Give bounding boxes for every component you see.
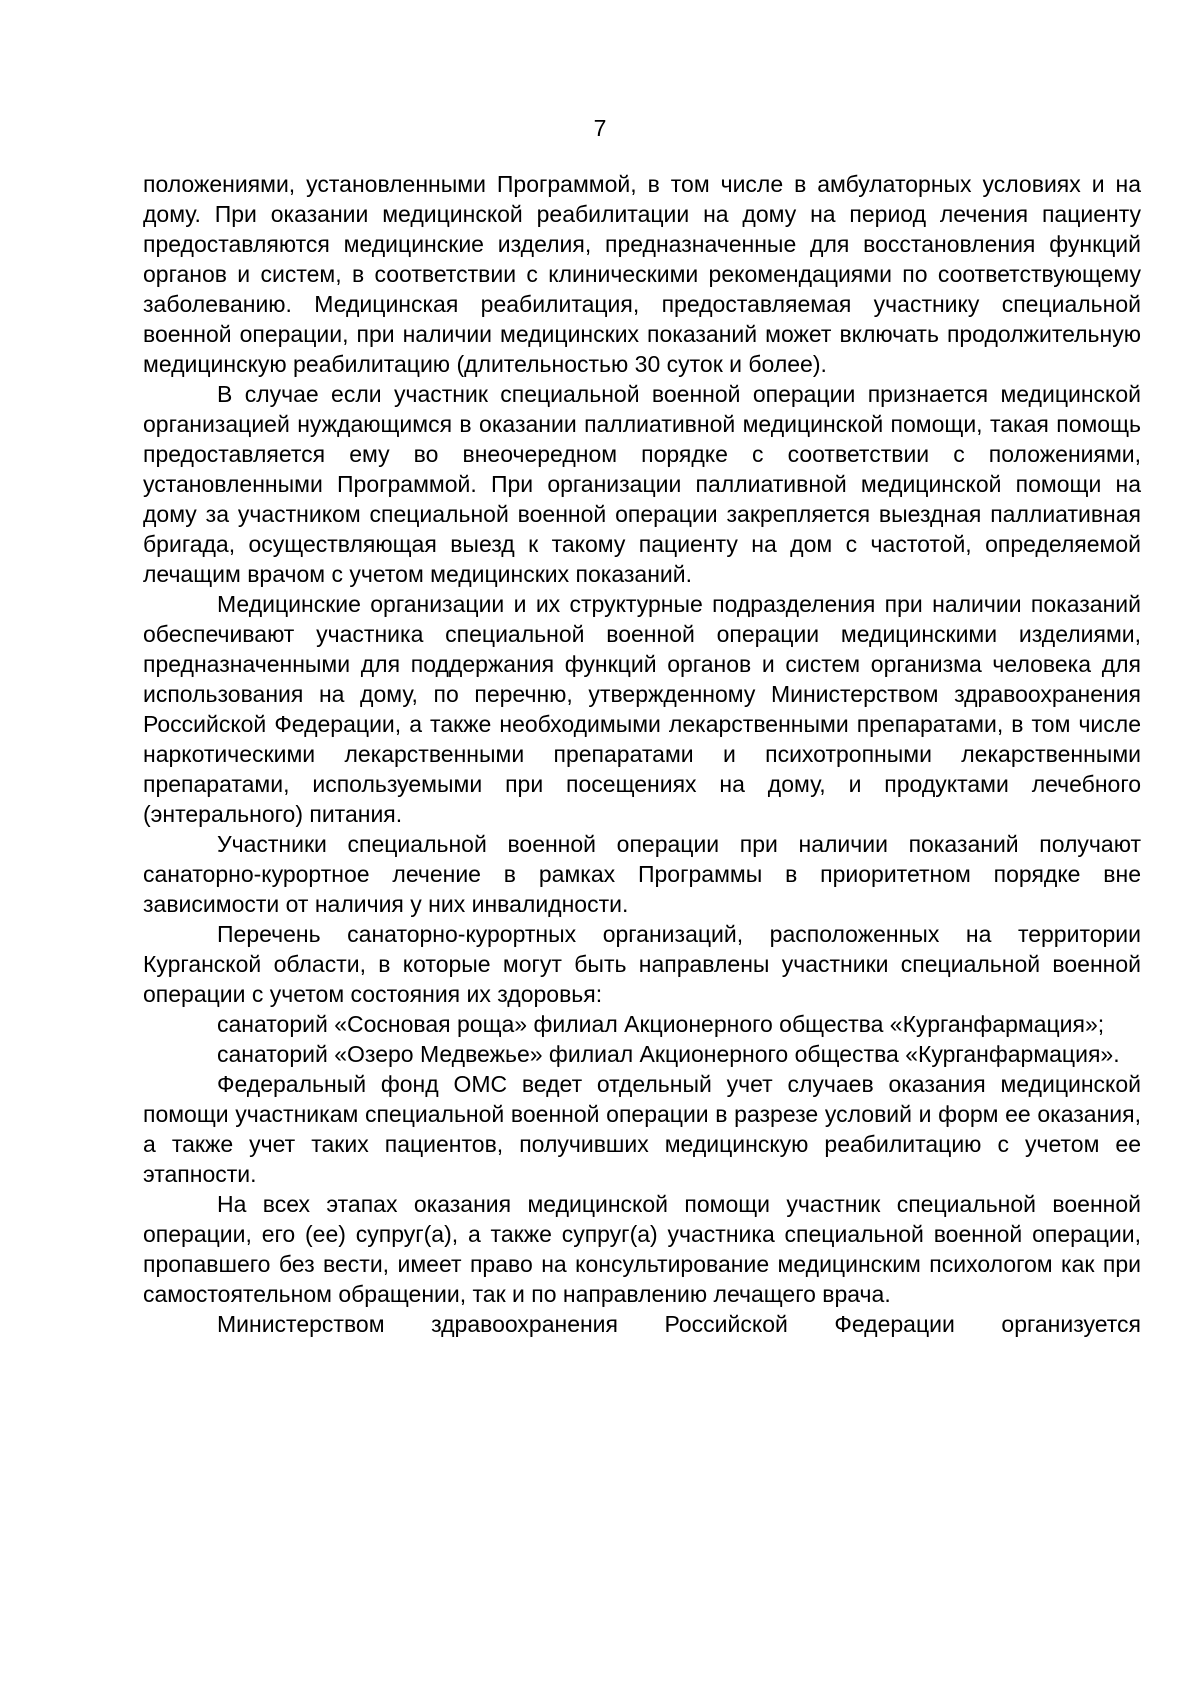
paragraph-medical-devices: Медицинские организации и их структурные подразделения при наличии показаний обеспечивают участника специальной военной операции медицинскими изделиями, предназначенными для поддержания функций органов и систем организма человека для использования на дому, по перечню, утвержденному Министерством здравоохранения Российской Федерации, а также необходимыми лекарственными препаратами, в том числе наркотическими лекарственными препаратами и психотропными лекарственными препаратами, используемыми при посещениях на дому, и продуктами лечебного (энтерального) питания. xyxy=(143,591,1141,827)
paragraph-rehabilitation-continued: положениями, установленными Программой, в том числе в амбулаторных условиях и на дому. При оказании медицинской реабилитации на дому на период лечения пациенту предоставляются медицинские изделия, предназначенные для восстановления функций органов и систем, в соответствии с клиническими рекомендациями по соответствующему заболеванию. Медицинская реабилитация, предоставляемая участнику специальной военной операции, при наличии медицинских показаний может включать продолжительную медицинскую реабилитацию (длительностью 30 суток и более). xyxy=(143,171,1141,377)
paragraph-psychologist-consultation: На всех этапах оказания медицинской помощи участник специальной военной операции, его (ее) супруг(а), а также супруг(а) участника специальной военной операции, пропавшего без вести, имеет право на консультирование медицинским психологом как при самостоятельном обращении, так и по направлению лечащего врача. xyxy=(143,1191,1141,1307)
paragraph-sanatorium-treatment: Участники специальной военной операции при наличии показаний получают санаторно-курортное лечение в рамках Программы в приоритетном порядке вне зависимости от наличия у них инвалидности. xyxy=(143,831,1141,917)
page-number: 7 xyxy=(593,115,607,141)
paragraph-sanatorium-list-intro: Перечень санаторно-курортных организаций, расположенных на территории Курганской области, в которые могут быть направлены участники специальной военной операции с учетом состояния их здоровья: xyxy=(143,921,1141,1007)
document-body xyxy=(143,169,1141,1339)
paragraph-palliative-care: В случае если участник специальной военной операции признается медицинской организацией нуждающимся в оказании паллиативной медицинской помощи, такая помощь предоставляется ему во внеочередном порядке с соответствии с положениями, установленными Программой. При организации паллиативной медицинской помощи на дому за участником специальной военной операции закрепляется выездная паллиативная бригада, осуществляющая выезд к такому пациенту на дом с частотой, определяемой лечащим врачом с учетом медицинских показаний. xyxy=(143,381,1141,587)
paragraph-oms-accounting: Федеральный фонд ОМС ведет отдельный учет случаев оказания медицинской помощи участникам специальной военной операции в разрезе условий и форм ее оказания, а также учет таких пациентов, получивших медицинскую реабилитацию с учетом ее этапности. xyxy=(143,1071,1141,1187)
list-item-sanatorium-sosnovaya-roshcha: санаторий «Сосновая роща» филиал Акционерного общества «Курганфармация»; xyxy=(217,1011,1105,1037)
paragraph-ministry-continued: Министерством здравоохранения Российской Федерации организуется xyxy=(217,1311,1141,1337)
list-item-sanatorium-ozero-medvezhye: санаторий «Озеро Медвежье» филиал Акционерного общества «Курганфармация». xyxy=(217,1041,1120,1067)
